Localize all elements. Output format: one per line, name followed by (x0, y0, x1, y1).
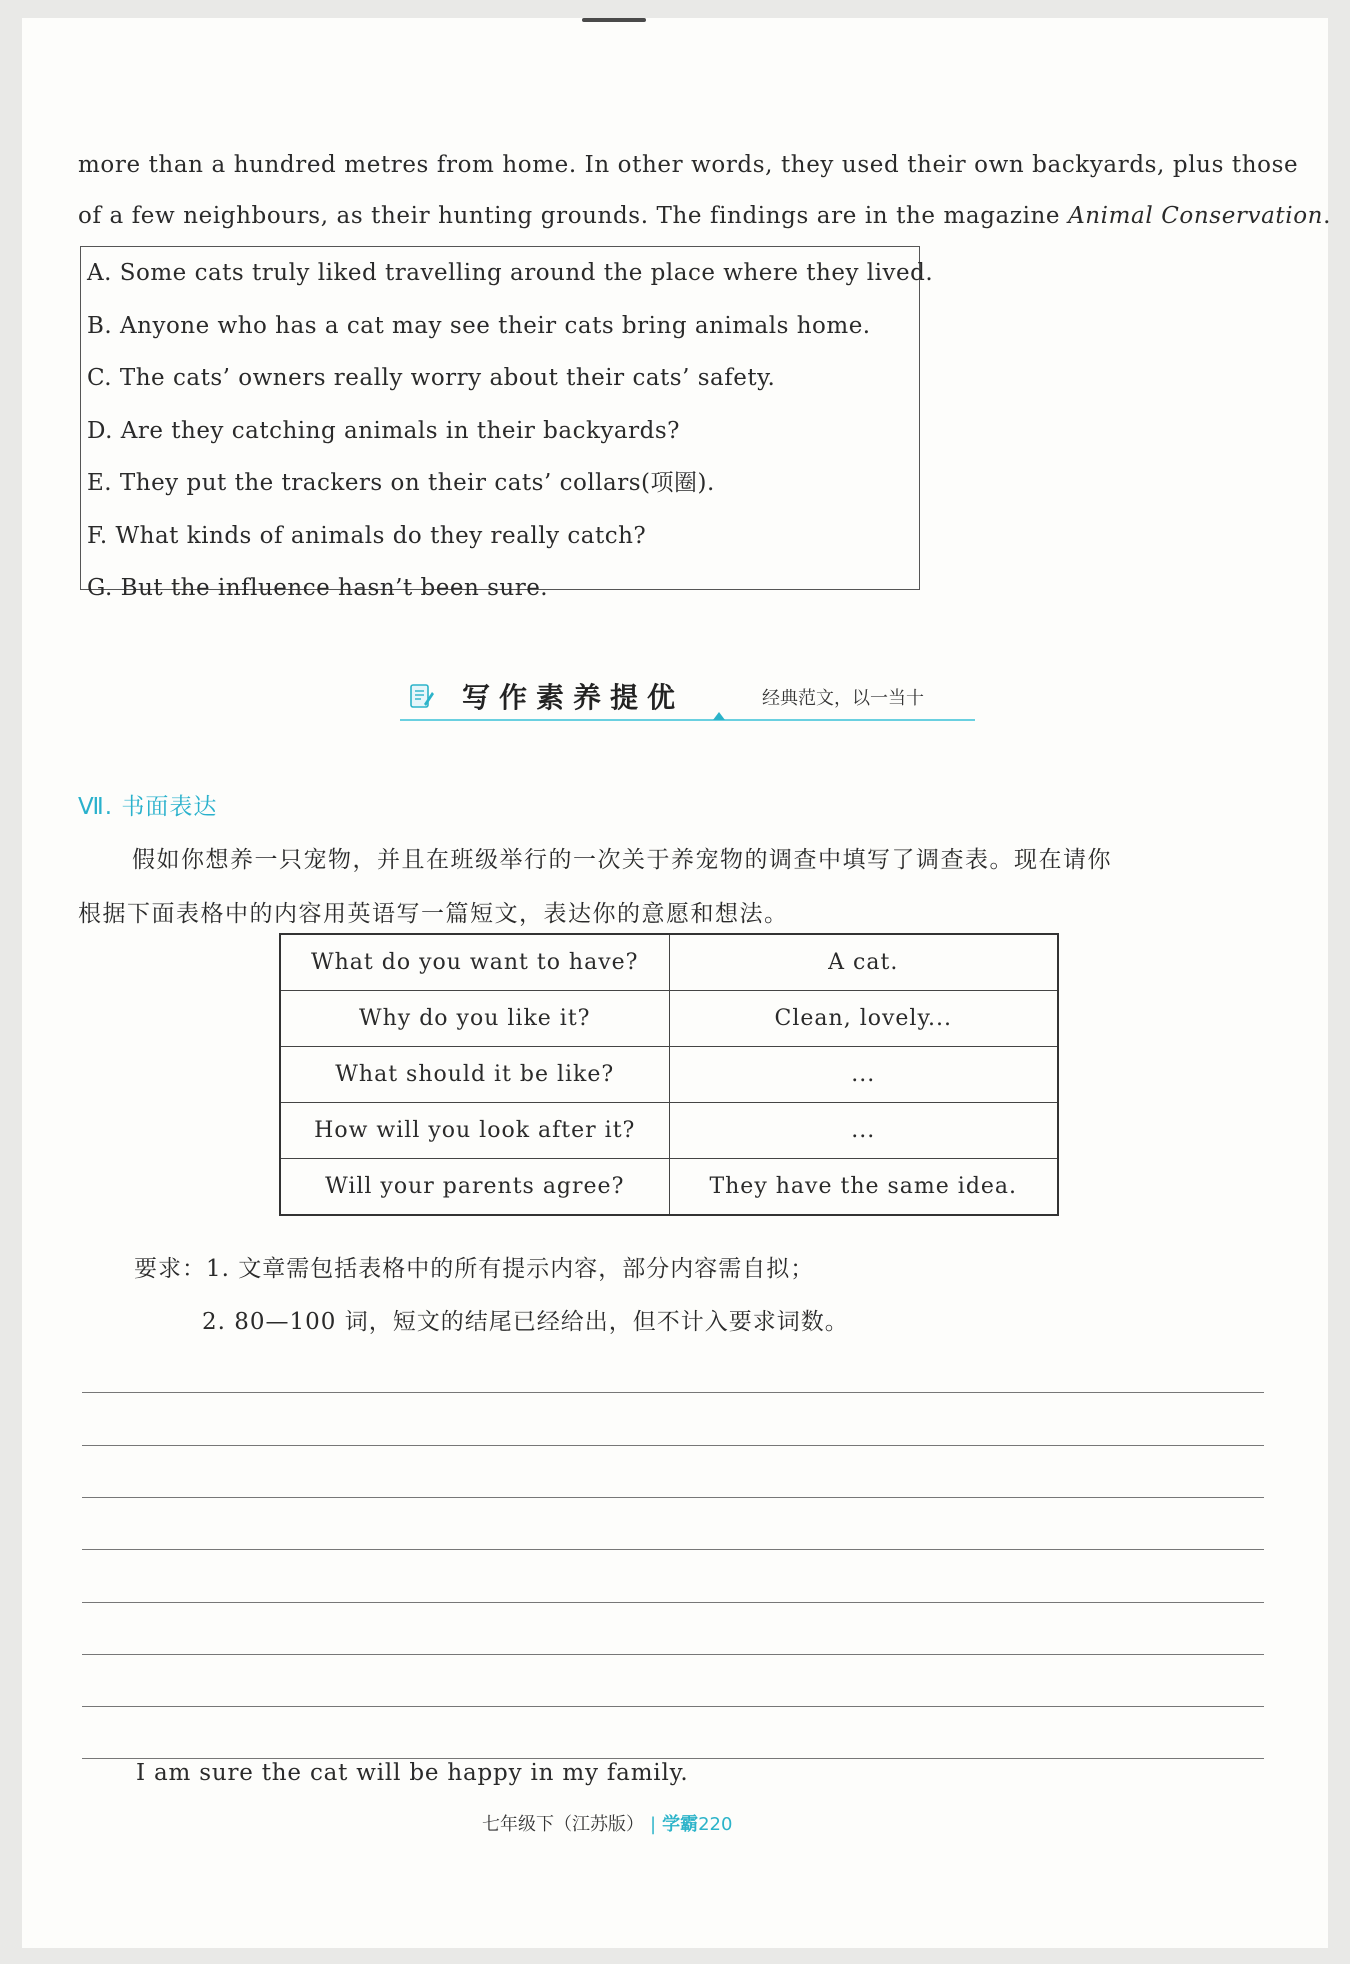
worksheet-page (22, 18, 1331, 1948)
writing-line[interactable] (82, 1706, 1264, 1707)
option-c: C. The cats’ owners really worry about their cats’ safety. (87, 365, 776, 391)
table-question: What do you want to have? (280, 934, 669, 991)
passage-line-2 (78, 191, 1331, 242)
banner-caret-icon (713, 712, 725, 720)
writing-line[interactable] (82, 1497, 1264, 1498)
section-banner-title: 写作素养提优 (462, 681, 685, 714)
writing-line[interactable] (82, 1602, 1264, 1603)
magazine-title: Animal Conservation (1068, 203, 1324, 229)
writing-instructions (78, 833, 1288, 941)
table-row (280, 991, 1058, 1047)
option-g: G. But the influence hasn’t been sure. (87, 575, 549, 601)
passage-line-2-end: . (1323, 203, 1331, 229)
table-answer: Clean, lovely... (669, 991, 1058, 1047)
table-row (280, 1103, 1058, 1159)
option-d: D. Are they catching animals in their backyards? (87, 417, 680, 444)
options-box (80, 246, 934, 601)
reading-passage (78, 140, 1331, 242)
footer-separator: | (650, 1814, 657, 1835)
requirements (134, 1243, 849, 1349)
pen-notepad-icon (410, 682, 434, 710)
writing-line[interactable] (82, 1445, 1264, 1446)
passage-line-2-text: of a few neighbours, as their hunting grounds. The findings are in the magazine (78, 203, 1069, 229)
page-number: 220 (698, 1814, 733, 1835)
table-answer: A cat. (669, 934, 1058, 991)
table-question: How will you look after it? (280, 1103, 669, 1159)
option-a: A. Some cats truly liked travelling around the place where they lived. (87, 260, 934, 286)
table-question: Will your parents agree? (280, 1159, 669, 1216)
section-heading: Ⅶ. 书面表达 (78, 794, 218, 820)
instructions-line-1: 假如你想养一只宠物，并且在班级举行的一次关于养宠物的调查中填写了调查表。现在请你 (132, 847, 1112, 873)
footer-grade: 七年级下（江苏版） (482, 1814, 644, 1835)
option-f: F. What kinds of animals do they really catch? (87, 522, 647, 549)
requirement-2: 2. 80—100 词，短文的结尾已经给出，但不计入要求词数。 (202, 1309, 849, 1335)
section-banner-subtitle: 经典范文，以一当十 (762, 688, 924, 709)
option-b: B. Anyone who has a cat may see their cats bring animals home. (87, 312, 871, 339)
table-row (280, 934, 1058, 991)
footer-brand: 学霸 (662, 1814, 699, 1835)
banner-underline (400, 719, 975, 721)
section-banner (382, 668, 972, 724)
writing-line[interactable] (82, 1654, 1264, 1655)
table-answer: They have the same idea. (669, 1159, 1058, 1216)
table-answer: ... (669, 1047, 1058, 1103)
table-row (280, 1047, 1058, 1103)
passage-line-1: more than a hundred metres from home. In other words, they used their own backyards, plus those (78, 152, 1299, 178)
table-row (280, 1159, 1058, 1216)
page-footer (482, 1810, 732, 1836)
page-top-mark (582, 18, 646, 22)
ending-sentence: I am sure the cat will be happy in my family. (136, 1760, 689, 1786)
table-question: Why do you like it? (280, 991, 669, 1047)
requirement-1: 要求：1. 文章需包括表格中的所有提示内容，部分内容需自拟； (134, 1256, 815, 1282)
writing-line[interactable] (82, 1392, 1264, 1393)
instructions-line-2: 根据下面表格中的内容用英语写一篇短文，表达你的意愿和想法。 (78, 901, 789, 927)
writing-line[interactable] (82, 1758, 1264, 1759)
table-answer: ... (669, 1103, 1058, 1159)
table-question: What should it be like? (280, 1047, 669, 1103)
writing-line[interactable] (82, 1549, 1264, 1550)
survey-table (279, 933, 1059, 1216)
option-e: E. They put the trackers on their cats’ collars(项圈). (87, 470, 715, 496)
